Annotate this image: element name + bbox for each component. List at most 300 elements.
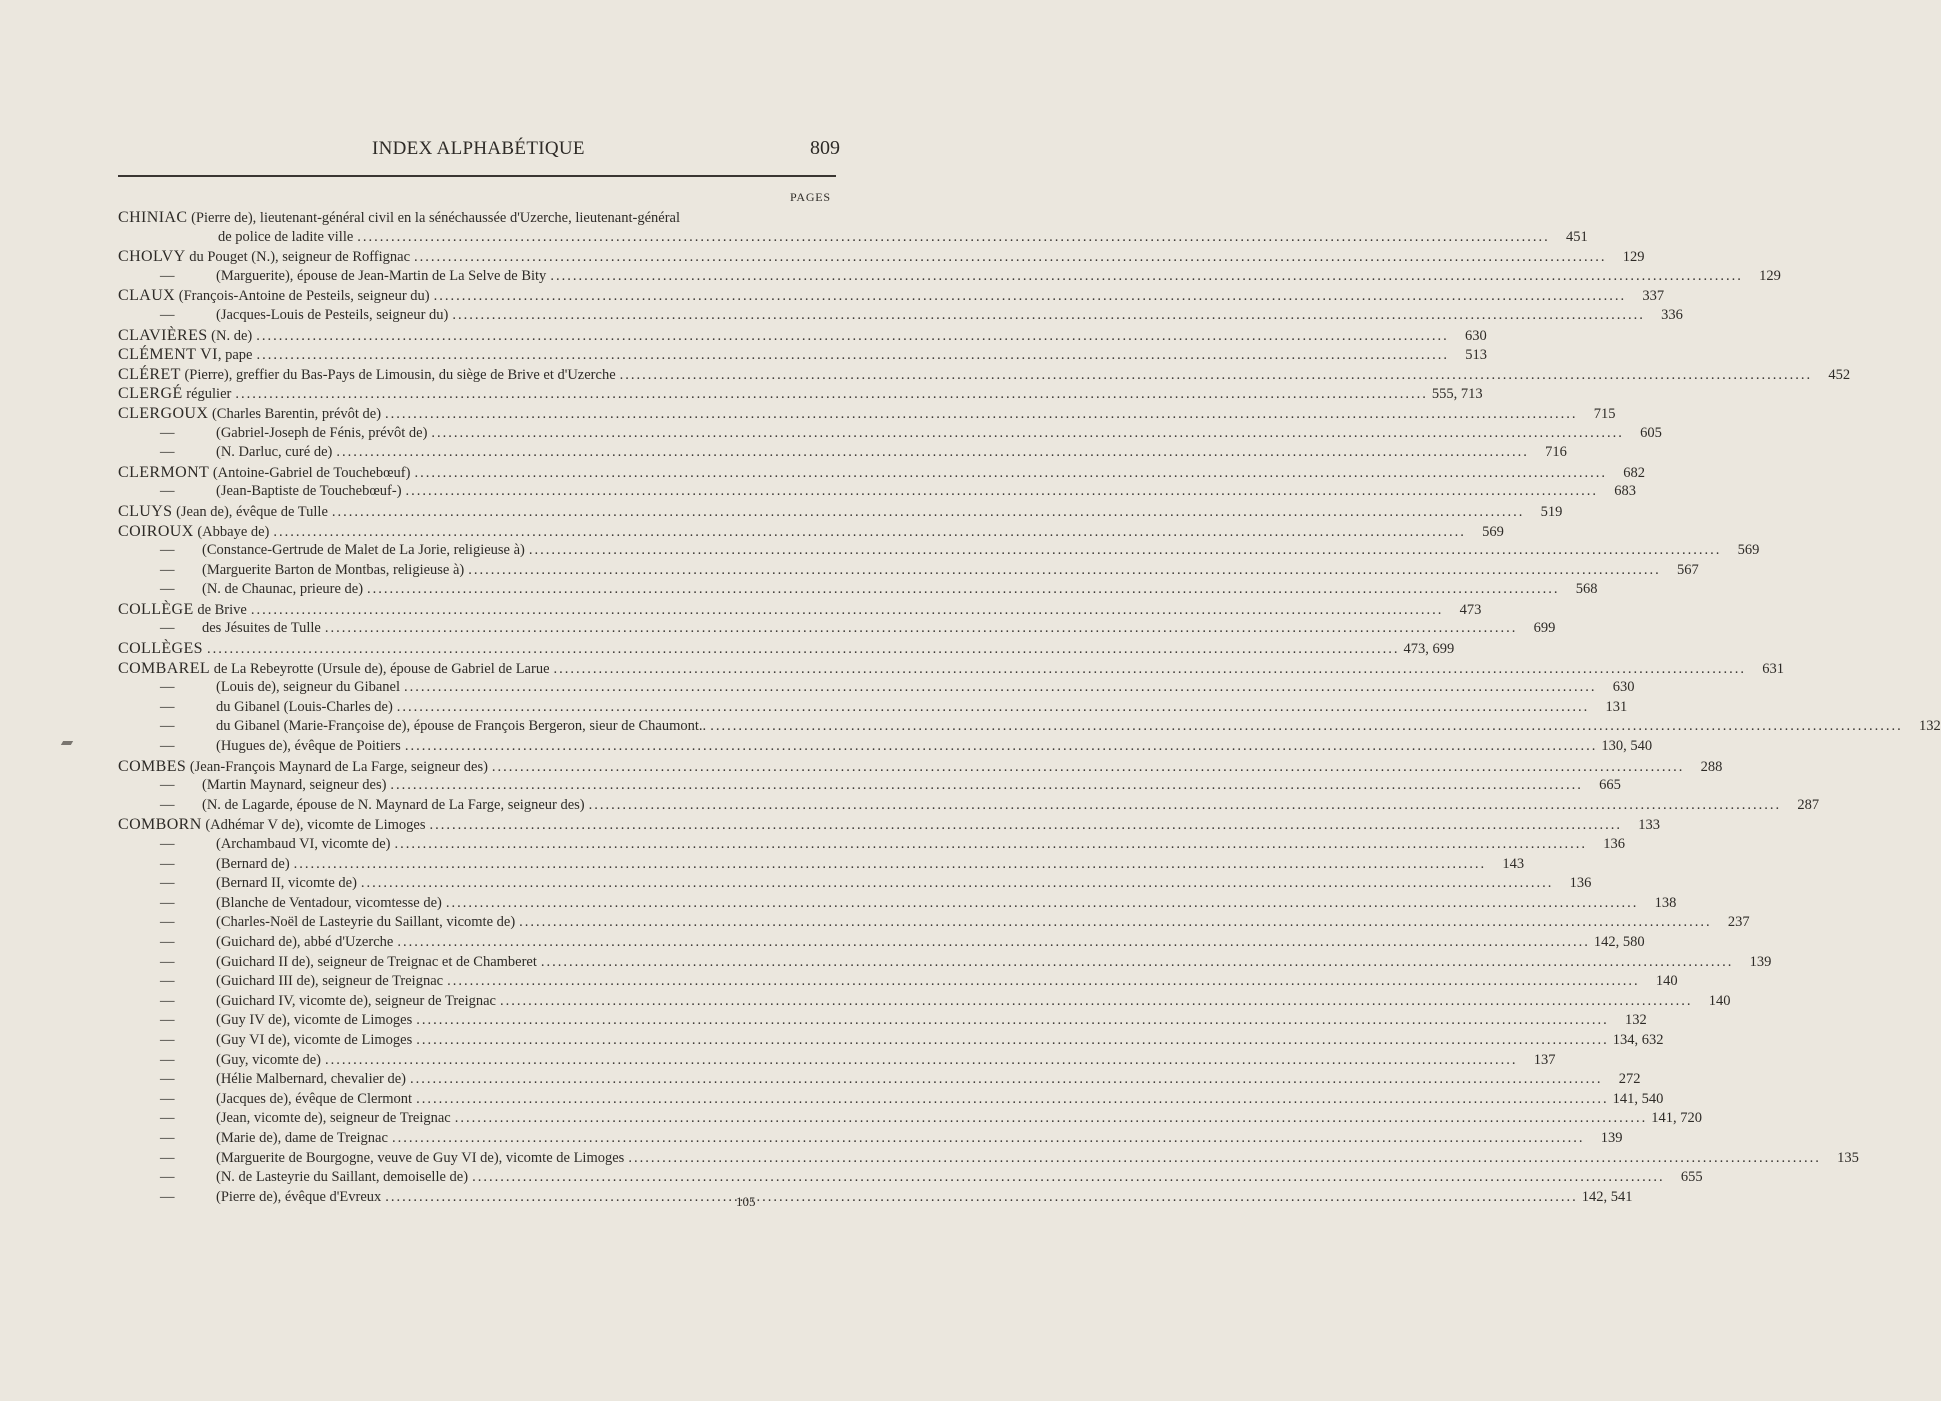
index-entry (118, 737, 1653, 757)
entry-headword: CLAUX (118, 287, 176, 305)
dot-leader (332, 503, 1525, 523)
page-reference: 716 (1545, 444, 1567, 461)
index-entry (118, 482, 1637, 502)
page-reference: 630 (1612, 679, 1635, 696)
entry-text (118, 659, 550, 680)
entry-description: (Antoine-Gabriel de Touchebœuf) (209, 464, 411, 481)
entry-description: (Adhémar V de), vicomte de Limoges (201, 817, 426, 834)
ditto-dash: — (160, 1169, 175, 1186)
entry-description: (Jacques-Louis de Pesteils, seigneur du) (216, 306, 449, 323)
page-reference: 132 (1625, 1012, 1647, 1029)
index-entry (118, 757, 1723, 777)
ditto-dash: — (160, 777, 175, 794)
ditto-dash: — (160, 267, 175, 284)
entry-text (160, 796, 585, 816)
page-reference: 137 (1533, 1051, 1556, 1068)
entry-text (160, 874, 357, 894)
running-title: INDEX ALPHABÉTIQUE (372, 138, 585, 159)
page-number: 809 (810, 137, 840, 159)
page-reference: 141, 720 (1651, 1110, 1702, 1127)
index-entry (118, 600, 1482, 620)
entry-description: (Blanche de Ventadour, vicomtesse de) (216, 894, 442, 911)
dot-leader (256, 346, 1449, 366)
dot-leader (357, 228, 1550, 248)
index-entry (118, 463, 1645, 483)
index-entry (118, 913, 1750, 933)
page-reference: 605 (1640, 424, 1662, 441)
dot-leader (472, 1168, 1665, 1188)
entry-description: (Constance-Gertrude de Malet de La Jorie, religieuse à) (202, 542, 525, 559)
index-entry (118, 1149, 1859, 1169)
ditto-dash: — (160, 1031, 175, 1048)
entry-text (118, 345, 252, 366)
entry-headword: CLAVIÈRES (118, 326, 208, 344)
entry-text (118, 326, 252, 347)
page-reference: 272 (1618, 1071, 1641, 1088)
index-entry (118, 541, 1760, 561)
dot-leader (416, 1011, 1609, 1031)
entry-description: (Charles Barentin, prévôt de) (208, 405, 382, 422)
ditto-dash: — (160, 679, 175, 696)
entry-text (160, 306, 448, 326)
entry-text (118, 815, 425, 836)
entry-headword: COMBORN (118, 816, 202, 834)
page-reference: 130, 540 (1601, 738, 1653, 755)
index-entry (118, 717, 1941, 737)
ditto-dash: — (160, 953, 175, 970)
entry-description: (N. de Lasteyrie du Saillant, demoiselle de) (216, 1169, 469, 1186)
entry-text (218, 228, 353, 248)
entry-description: (Pierre de), évêque d'Evreux (216, 1188, 382, 1205)
index-entry (118, 443, 1567, 463)
entry-text (160, 561, 464, 581)
entry-description: de police de ladite ville (218, 228, 354, 245)
index-entry (118, 894, 1677, 914)
entry-description: (Hugues de), évêque de Poitiers (216, 738, 401, 755)
entry-text (160, 972, 443, 992)
header-rule (118, 175, 836, 177)
page-reference: 129 (1759, 267, 1781, 284)
dot-leader (550, 267, 1743, 287)
entry-text (160, 737, 401, 757)
entry-description: (Guichard II de), seigneur de Treignac et de Chamberet (216, 953, 537, 970)
page-reference: 129 (1622, 249, 1645, 266)
page-reference: 473, 699 (1403, 641, 1455, 658)
index-entry (118, 345, 1487, 365)
page-reference: 568 (1575, 581, 1598, 598)
dot-leader (397, 698, 1590, 718)
page-reference: 336 (1661, 306, 1683, 323)
dot-leader (414, 248, 1607, 268)
dot-leader (273, 523, 1466, 543)
ditto-dash: — (160, 1012, 175, 1029)
entry-headword: COLLÈGES (118, 640, 203, 658)
entry-description: (Gabriel-Joseph de Fénis, prévôt de) (216, 424, 428, 441)
entry-description: (N. Darluc, curé de) (216, 444, 333, 461)
ditto-dash: — (160, 444, 175, 461)
entry-description: (Pierre), greffier du Bas-Pays de Limousin, du siège de Brive et d'Uzerche (180, 366, 616, 383)
entry-text (160, 1168, 468, 1188)
margin-mark (61, 741, 73, 745)
index-entry (118, 561, 1699, 581)
dot-leader (554, 660, 1747, 680)
entry-headword: CLERGOUX (118, 404, 209, 422)
page-reference: 138 (1654, 894, 1677, 911)
page-reference: 715 (1593, 405, 1616, 422)
index-entry (118, 1188, 1633, 1208)
entry-description: (Archambaud VI, vicomte de) (216, 836, 391, 852)
dot-leader (431, 424, 1624, 444)
index-entry (118, 992, 1731, 1012)
entry-headword: CHOLVY (118, 248, 186, 266)
page-reference: 683 (1614, 483, 1637, 500)
page-reference: 569 (1482, 523, 1504, 540)
dot-leader (414, 464, 1607, 484)
page-reference: 513 (1465, 347, 1487, 364)
entry-description: du Gibanel (Marie-Françoise de), épouse de François Bergeron, sieur de Chaumont.. (216, 718, 707, 735)
entry-description: (Guichard III de), seigneur de Treignac (216, 973, 444, 990)
index-entry (118, 267, 1781, 287)
dot-leader (620, 366, 1813, 386)
entry-description: (Louis de), seigneur du Gibanel (216, 679, 401, 696)
page-reference: 135 (1837, 1149, 1859, 1166)
dot-leader (529, 541, 1722, 561)
index-entry (118, 855, 1525, 875)
entry-description: (Guy VI de), vicomte de Limoges (216, 1031, 413, 1048)
dot-leader (361, 874, 1554, 894)
ditto-dash: — (160, 1090, 175, 1107)
page-reference: 139 (1749, 953, 1772, 970)
entry-headword: CLUYS (118, 502, 173, 520)
entry-description: (Guy, vicomte de) (216, 1051, 321, 1068)
dot-leader (628, 1149, 1821, 1169)
index-entry (118, 502, 1563, 522)
ditto-dash: — (160, 620, 175, 637)
entry-text (160, 835, 390, 855)
page-reference: 142, 541 (1581, 1188, 1633, 1205)
page-reference: 631 (1762, 660, 1784, 677)
entry-description: (François-Antoine de Pesteils, seigneur du) (175, 288, 430, 305)
ditto-dash: — (160, 914, 175, 931)
index-entry (118, 1168, 1703, 1188)
index-entry (118, 580, 1598, 600)
page-reference: 140 (1655, 973, 1678, 990)
entry-description: du Pouget (N.), seigneur de Roffignac (185, 249, 411, 266)
dot-leader (447, 972, 1640, 992)
page-reference: 139 (1600, 1129, 1623, 1146)
entry-text (160, 1051, 321, 1071)
page-reference: 237 (1727, 914, 1750, 931)
entry-description: (Guichard IV, vicomte de), seigneur de Treignac (216, 992, 496, 1009)
ditto-dash: — (160, 483, 175, 500)
dot-leader (519, 913, 1712, 933)
ditto-dash: — (160, 581, 175, 598)
dot-leader (385, 1188, 1578, 1208)
entry-headword: CLÉRET (118, 365, 181, 383)
dot-leader (589, 796, 1782, 816)
entry-text (118, 757, 488, 778)
index-entry (118, 1031, 1664, 1051)
page-reference: 473 (1459, 601, 1482, 618)
entry-text (160, 1090, 412, 1110)
index-entry (118, 1090, 1664, 1110)
ditto-dash: — (160, 424, 175, 441)
entry-text (160, 933, 393, 953)
page-reference: 699 (1533, 620, 1556, 637)
page-reference: 665 (1599, 777, 1621, 794)
page-reference: 682 (1623, 464, 1645, 481)
dot-leader (392, 1129, 1585, 1149)
entry-description: de La Rebeyrotte (Ursule de), épouse de Gabriel de Larue (210, 660, 550, 677)
dot-leader (385, 405, 1578, 425)
entry-headword: CHINIAC (118, 209, 188, 226)
entry-description: (Marguerite de Bourgogne, veuve de Guy VI de), vicomte de Limoges (216, 1149, 625, 1166)
entry-text (118, 463, 410, 484)
entry-text (118, 600, 247, 621)
entry-description: (Bernard de) (216, 855, 290, 872)
entry-text (160, 1129, 388, 1149)
index-entry (118, 619, 1556, 639)
page-reference: 655 (1680, 1169, 1703, 1186)
entry-text (160, 678, 400, 698)
index-entry (118, 424, 1662, 444)
ditto-dash: — (160, 1149, 175, 1166)
index-entry (118, 835, 1625, 855)
index-entry (118, 384, 1483, 404)
entry-description: des Jésuites de Tulle (202, 620, 321, 637)
entry-description: (Jean-Baptiste de Touchebœuf-) (216, 483, 402, 500)
entry-description: de Brive (193, 601, 247, 618)
index-entry (118, 228, 1588, 248)
page-reference: 519 (1540, 503, 1563, 520)
dot-leader (455, 1109, 1648, 1129)
dot-leader (336, 443, 1529, 463)
dot-leader (394, 835, 1587, 855)
ditto-dash: — (160, 1129, 175, 1146)
entry-headword: CLERMONT (118, 463, 210, 481)
page-reference: 132 (1918, 718, 1941, 735)
entry-text (160, 953, 537, 973)
ditto-dash: — (160, 306, 175, 323)
entry-text (160, 424, 427, 444)
ditto-dash: — (160, 933, 175, 950)
entry-text (160, 1109, 451, 1129)
page-reference: 131 (1605, 698, 1628, 715)
dot-leader (367, 580, 1560, 600)
dot-leader (492, 758, 1685, 778)
ditto-dash: — (160, 1071, 175, 1088)
entry-description: (Pierre de), lieutenant-général civil en la sénéchaussée d'Uzerche, lieutenant-général (187, 210, 681, 226)
entry-description: (Hélie Malbernard, chevalier de) (216, 1071, 407, 1088)
entry-headword: COIROUX (118, 522, 194, 540)
entry-description: (Guichard de), abbé d'Uzerche (216, 933, 394, 950)
entry-text (160, 1011, 412, 1031)
index-entry (118, 796, 1820, 816)
ditto-dash: — (160, 796, 175, 813)
index-entry (118, 659, 1784, 679)
index-entry (118, 208, 838, 228)
dot-leader (710, 717, 1903, 737)
ditto-dash: — (160, 875, 175, 892)
entry-text (160, 717, 706, 737)
dot-leader (541, 953, 1734, 973)
page-reference: 630 (1465, 327, 1487, 344)
ditto-dash: — (160, 561, 175, 578)
page-reference: 142, 580 (1593, 933, 1645, 950)
ditto-dash: — (160, 1188, 175, 1205)
ditto-dash: — (160, 973, 175, 990)
index-entry (118, 247, 1645, 267)
entry-description: , pape (217, 347, 253, 364)
page-reference: 555, 713 (1431, 386, 1483, 403)
entry-text (118, 247, 410, 268)
entry-description: (Martin Maynard, seigneur des) (202, 777, 387, 794)
dot-leader (434, 287, 1627, 307)
dot-leader (256, 327, 1449, 347)
dot-leader (397, 933, 1590, 953)
dot-leader (390, 776, 1583, 796)
ditto-dash: — (160, 698, 175, 715)
entry-text (160, 580, 363, 600)
dot-leader (446, 894, 1639, 914)
page-reference: 288 (1700, 758, 1723, 775)
entry-text (160, 1149, 624, 1169)
dot-leader (452, 306, 1645, 326)
entry-headword: CLERGÉ (118, 385, 183, 403)
entry-text (118, 404, 381, 425)
index-entry (118, 1051, 1556, 1071)
entry-text (160, 855, 290, 875)
entry-text (160, 541, 525, 561)
entry-description: régulier (182, 386, 232, 403)
page-reference: 452 (1828, 366, 1851, 383)
index-entry (118, 874, 1592, 894)
index-entry (118, 933, 1645, 953)
dot-leader (410, 1070, 1603, 1090)
page-reference: 569 (1737, 542, 1760, 559)
ditto-dash: — (160, 1110, 175, 1127)
page-reference: 134, 632 (1612, 1031, 1664, 1048)
index-entry (118, 1070, 1641, 1090)
page-reference: 136 (1569, 875, 1592, 892)
ditto-dash: — (160, 992, 175, 1009)
dot-leader (416, 1090, 1609, 1110)
index-entry (118, 1129, 1623, 1149)
printer-signature-mark: 105 (736, 1194, 756, 1209)
entry-description: (Marguerite Barton de Montbas, religieuse à) (202, 561, 465, 578)
index-entry (118, 972, 1678, 992)
entry-text (118, 384, 231, 405)
ditto-dash: — (160, 1051, 175, 1068)
page-reference: 451 (1566, 228, 1588, 245)
page-reference: 140 (1708, 992, 1731, 1009)
entry-text (160, 776, 386, 796)
entry-description: (Marguerite), épouse de Jean-Martin de La Selve de Bity (216, 267, 547, 284)
dot-leader (405, 737, 1598, 757)
entry-text (160, 267, 546, 287)
index-entries (118, 208, 1941, 1207)
page-reference: 141, 540 (1612, 1090, 1664, 1107)
entry-text (118, 365, 616, 386)
dot-leader (235, 385, 1428, 405)
entry-text (118, 639, 203, 660)
index-entry (118, 698, 1628, 718)
entry-text (118, 208, 680, 229)
dot-leader (416, 1031, 1609, 1051)
dot-leader (325, 619, 1518, 639)
entry-headword: COLLÈGE (118, 600, 194, 618)
entry-text (160, 894, 442, 914)
entry-headword: COMBES (118, 757, 187, 775)
entry-text (160, 443, 332, 463)
index-entry (118, 286, 1665, 306)
entry-description: (Marie de), dame de Treignac (216, 1129, 388, 1146)
entry-description: (N. de Chaunac, prieure de) (202, 581, 364, 598)
index-entry (118, 306, 1683, 326)
page-reference: 337 (1642, 288, 1665, 305)
entry-headword: COMBAREL (118, 659, 211, 677)
entry-description: (Bernard II, vicomte de) (216, 875, 357, 892)
page-reference: 287 (1797, 796, 1820, 813)
index-entry (118, 678, 1635, 698)
ditto-dash: — (160, 542, 175, 559)
dot-leader (468, 561, 1661, 581)
page-reference: 143 (1502, 855, 1525, 872)
dot-leader (251, 601, 1444, 621)
page-reference: 136 (1603, 836, 1625, 852)
entry-description: (N. de Lagarde, épouse de N. Maynard de La Farge, seigneur des) (202, 796, 585, 813)
index-entry (118, 1011, 1647, 1031)
entry-description: (Jean, vicomte de), seigneur de Treignac (216, 1110, 451, 1127)
entry-description: (Jean de), évêque de Tulle (172, 503, 328, 520)
entry-text (160, 619, 321, 639)
index-entry (118, 326, 1487, 346)
entry-description: (Charles-Noël de Lasteyrie du Saillant, vicomte de) (216, 914, 516, 931)
pages-column-label: PAGES (790, 190, 831, 204)
ditto-dash: — (160, 855, 175, 872)
index-entry (118, 776, 1621, 796)
index-entry (118, 815, 1660, 835)
dot-leader (325, 1051, 1518, 1071)
entry-text (160, 1188, 381, 1208)
ditto-dash: — (160, 738, 175, 755)
entry-headword: CLÉMENT VI (118, 346, 218, 364)
index-entry (118, 365, 1851, 385)
dot-leader (406, 482, 1599, 502)
entry-text (160, 913, 515, 933)
entry-text (160, 698, 393, 718)
entry-description: (Abbaye de) (193, 523, 270, 540)
page-reference: 133 (1638, 817, 1660, 834)
entry-description: (Guy IV de), vicomte de Limoges (216, 1012, 413, 1029)
dot-leader (294, 855, 1487, 875)
entry-description: du Gibanel (Louis-Charles de) (216, 698, 393, 715)
entry-description: (Jean-François Maynard de La Farge, seigneur des) (186, 758, 488, 775)
dot-leader (500, 992, 1693, 1012)
ditto-dash: — (160, 836, 175, 852)
entry-text (118, 502, 328, 523)
ditto-dash: — (160, 718, 175, 735)
ditto-dash: — (160, 894, 175, 911)
index-entry (118, 522, 1504, 542)
entry-text (118, 522, 269, 543)
page-reference: 567 (1677, 561, 1699, 578)
entry-text (160, 1031, 412, 1051)
dot-leader (429, 816, 1622, 836)
entry-description: (Jacques de), évêque de Clermont (216, 1090, 413, 1107)
index-entry (118, 953, 1772, 973)
index-entry (118, 639, 1455, 659)
